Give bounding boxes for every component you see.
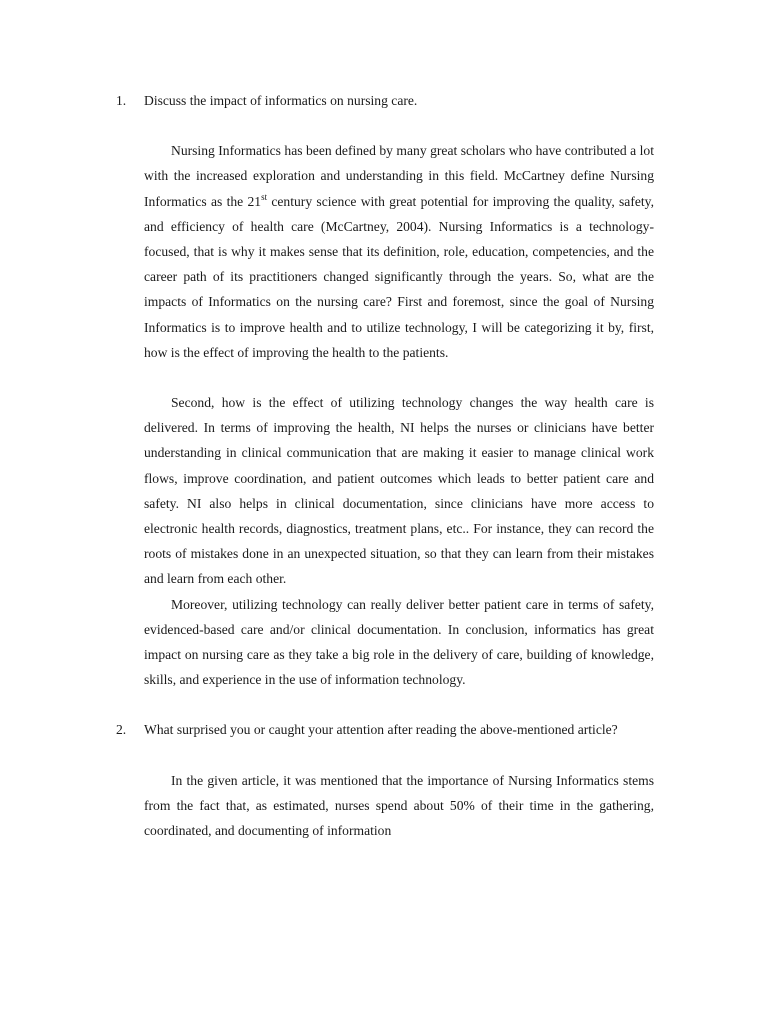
question-text: What surprised you or caught your attention after reading the above-mentioned article?: [144, 722, 618, 738]
question-2: [116, 717, 654, 742]
answer-1-paragraph-2: Second, how is the effect of utilizing technology changes the way health care is delivered. In terms of improving the health, NI helps the nurses or clinicians have better understanding in clinical communication that are making it easier to manage clinical work flows, improve coordination, and patient outcomes which leads to better patient care and safety. NI also helps in clinical documentation, since clinicians have more access to electronic health records, diagnostics, treatment plans, etc.. For instance, they can record the roots of mistakes done in an unexpected situation, so that they can learn from their mistakes and learn from each other.: [144, 395, 654, 587]
question-text: Discuss the impact of informatics on nursing care.: [144, 93, 418, 108]
question-number: 1.: [116, 93, 127, 108]
answer-2-paragraph-1: In the given article, it was mentioned that the importance of Nursing Informatics stems from the fact that, as estimated, nurses spend about 50% of their time in the gathering, coordinated, and documenting of information: [144, 772, 654, 839]
paragraph-text: Nursing Informatics has been defined by many great scholars who have contributed a lot with the increased exploration and understanding in this field. McCartney define Nursing Informatics as the 21: [144, 143, 654, 209]
superscript-ordinal: st: [261, 191, 268, 202]
question-number: 2.: [116, 722, 127, 738]
question-1: [116, 88, 654, 113]
answer-1-paragraph-1: [144, 138, 654, 365]
answer-1-paragraph-3: Moreover, utilizing technology can really deliver better patient care in terms of safety, evidenced-based care and/or clinical documentation. In conclusion, informatics has great impact on nursing care as they take a big role in the delivery of care, building of knowledge, skills, and experience in the use of information technology.: [144, 596, 654, 688]
paragraph-text: century science with great potential for improving the quality, safety, and efficiency of health care (McCartney, 2004). Nursing Informatics is a technology-focused, that is why it makes sense that its definition, role, education, competencies, and the career path of its practitioners changed significantly through the years. So, what are the impacts of Informatics on the nursing care? First and foremost, since the goal of Nursing Informatics is to improve health and to utilize technology, I will be categorizing it by, first, how is the effect of improving the health to the patients.: [144, 193, 654, 360]
